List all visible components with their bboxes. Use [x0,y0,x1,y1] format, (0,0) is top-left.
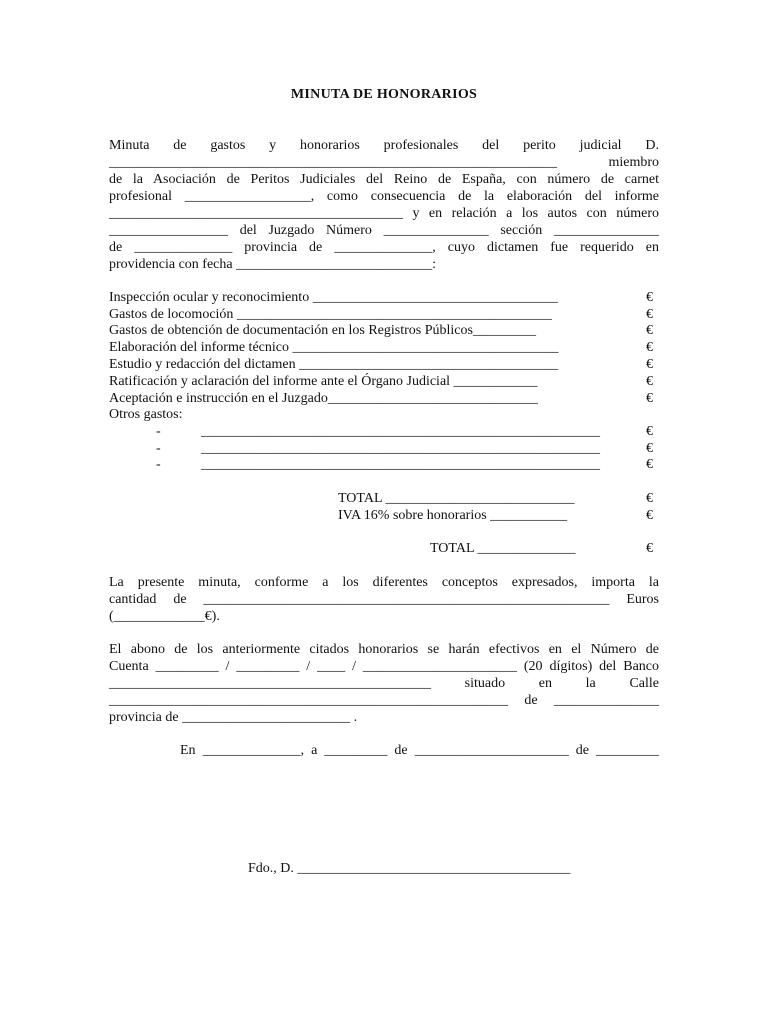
intro-line: de ______________ provincia de ______________, cuyo dictamen fue requerido en [109,240,659,255]
euro-symbol: € [646,541,653,556]
intro-line: Minuta de gastos y honorarios profesionales del perito judicial D. [109,138,659,153]
euro-symbol: € [646,508,653,523]
payment-line: provincia de ________________________ . [109,710,358,725]
expense-item: Gastos de obtención de documentación en los Registros Públicos_________ [109,323,536,338]
signature-line: Fdo., D. _______________________________________ [248,861,571,876]
euro-symbol: € [646,374,653,389]
payment-line: _________________________________________________________ de _______________ [109,693,659,708]
amount-line: cantidad de __________________________________________________________ Euros [109,592,659,607]
grand-total-line: TOTAL ______________ [430,541,576,556]
expense-item: Estudio y redacción del dictamen _____________________________________ [109,357,559,372]
expense-item: Gastos de locomoción _____________________________________________ [109,307,552,322]
expense-item: Aceptación e instrucción en el Juzgado______________________________ [109,391,538,406]
subtotal-line: TOTAL ___________________________ [338,491,575,506]
other-expense-line: _________________________________________________________ [201,424,600,439]
date-line: En ______________, a _________ de ______________________ de _________ [180,743,659,758]
other-expense-dash: - [156,424,161,439]
euro-symbol: € [646,491,653,506]
payment-line: El abono de los anteriormente citados honorarios se harán efectivos en el Número de [109,642,659,657]
intro-line: profesional __________________, como consecuencia de la elaboración del informe [109,189,659,204]
other-expense-line: _________________________________________________________ [201,441,600,456]
euro-symbol: € [646,424,653,439]
euro-symbol: € [646,307,653,322]
euro-symbol: € [646,290,653,305]
intro-line: providencia con fecha ____________________________: [109,257,436,272]
payment-line: ______________________________________________ situado en la Calle [109,676,659,691]
euro-symbol: € [646,391,653,406]
euro-symbol: € [646,323,653,338]
other-expenses-label: Otros gastos: [109,407,183,422]
amount-line: La presente minuta, conforme a los diferentes conceptos expresados, importa la [109,575,659,590]
intro-line: ________________________________________________________________ miembro [109,155,659,170]
expense-item: Inspección ocular y reconocimiento ___________________________________ [109,290,558,305]
euro-symbol: € [646,357,653,372]
iva-line: IVA 16% sobre honorarios ___________ [338,508,568,523]
euro-symbol: € [646,340,653,355]
amount-line: (_____________€). [109,609,220,624]
intro-line: _________________ del Juzgado Número _______________ sección _______________ [109,223,659,238]
expense-item: Ratificación y aclaración del informe ante el Órgano Judicial ____________ [109,374,538,389]
intro-line: de la Asociación de Peritos Judiciales del Reino de España, con número de carnet [109,172,659,187]
euro-symbol: € [646,457,653,472]
intro-line: __________________________________________ y en relación a los autos con número [109,206,659,221]
payment-line: Cuenta _________ / _________ / ____ / ______________________ (20 dígitos) del Banco [109,659,659,674]
other-expense-line: _________________________________________________________ [201,457,600,472]
euro-symbol: € [646,441,653,456]
other-expense-dash: - [156,457,161,472]
expense-item: Elaboración del informe técnico ______________________________________ [109,340,559,355]
other-expense-dash: - [156,441,161,456]
document-title: MINUTA DE HONORARIOS [290,87,478,102]
